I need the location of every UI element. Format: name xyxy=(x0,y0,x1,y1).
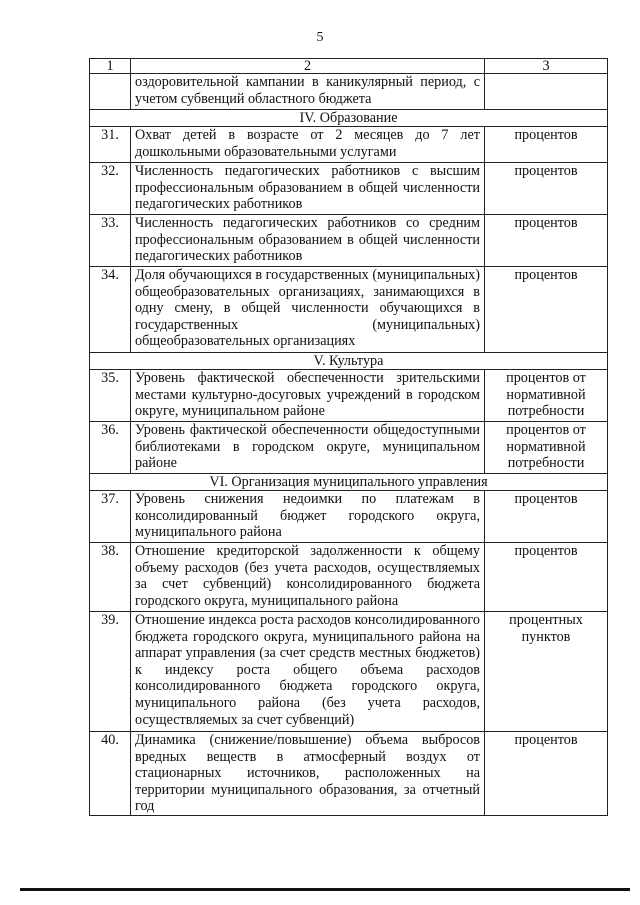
table-row xyxy=(90,543,608,612)
indicator-name: Отношение индекса роста расходов консолидированного бюджета городского округа, муниципального района на аппарат управления (за счет средств местных бюджетов) к индексу роста общего объема расходов консолидированного бюджета городского округа, муниципального района (без учета расходов, осуществляемых за счет субвенций) xyxy=(131,612,485,732)
section-title: IV. Образование xyxy=(90,110,608,127)
unit-of-measure: процентов xyxy=(485,267,608,353)
row-number: 40. xyxy=(90,732,131,816)
row-number: 32. xyxy=(90,163,131,215)
unit-of-measure xyxy=(485,74,608,110)
row-number: 37. xyxy=(90,491,131,543)
row-number: 36. xyxy=(90,422,131,474)
page-number: 5 xyxy=(316,30,324,45)
unit-of-measure: процентов xyxy=(485,543,608,612)
indicators-table xyxy=(89,58,608,816)
section-title: V. Культура xyxy=(90,353,608,370)
table-row xyxy=(90,422,608,474)
section-title: VI. Организация муниципального управления xyxy=(90,474,608,491)
table-row xyxy=(90,74,608,110)
table-row xyxy=(90,215,608,267)
indicator-name: Уровень снижения недоимки по платежам в консолидированный бюджет городского округа, муниципального района xyxy=(131,491,485,543)
row-number xyxy=(90,74,131,110)
unit-of-measure: процентов xyxy=(485,127,608,163)
row-number: 31. xyxy=(90,127,131,163)
unit-of-measure: процентов xyxy=(485,491,608,543)
indicator-name: Динамика (снижение/повышение) объема выбросов вредных веществ в атмосферный воздух от стационарных источников, расположенных на территории муниципального образования, за отчетный год xyxy=(131,732,485,816)
row-number: 35. xyxy=(90,370,131,422)
column-number-row xyxy=(90,59,608,74)
indicator-name: Охват детей в возрасте от 2 месяцев до 7 лет дошкольными образовательными услугами xyxy=(131,127,485,163)
indicator-name: Численность педагогических работников со средним профессиональным образованием в общей численности педагогических работников xyxy=(131,215,485,267)
unit-of-measure: процентов xyxy=(485,215,608,267)
column-number-3: 3 xyxy=(485,59,608,74)
table-row xyxy=(90,370,608,422)
unit-of-measure: процентов xyxy=(485,732,608,816)
table-row xyxy=(90,732,608,816)
table-row xyxy=(90,612,608,732)
indicator-name: Доля обучающихся в государственных (муниципальных) общеобразовательных организациях, занимающихся в одну смену, в общей численности обучающихся в государственных (муниципальных) общеобразовательных организациях xyxy=(131,267,485,353)
section-header-row xyxy=(90,474,608,491)
table-row xyxy=(90,127,608,163)
unit-of-measure: процентов от нормативной потребности xyxy=(485,422,608,474)
row-number: 33. xyxy=(90,215,131,267)
unit-of-measure: процентных пунктов xyxy=(485,612,608,732)
column-number-2: 2 xyxy=(131,59,485,74)
indicator-name: Численность педагогических работников с высшим профессиональным образованием в общей численности педагогических работников xyxy=(131,163,485,215)
section-header-row xyxy=(90,110,608,127)
section-header-row xyxy=(90,353,608,370)
column-number-1: 1 xyxy=(90,59,131,74)
indicator-name: оздоровительной кампании в каникулярный период, с учетом субвенций областного бюджета xyxy=(131,74,485,110)
row-number: 39. xyxy=(90,612,131,732)
indicator-name: Уровень фактической обеспеченности общедоступными библиотеками в городском округе, муниципальном районе xyxy=(131,422,485,474)
indicator-name: Уровень фактической обеспеченности зрительскими местами культурно-досуговых учреждений в городском округе, муниципальном районе xyxy=(131,370,485,422)
unit-of-measure: процентов от нормативной потребности xyxy=(485,370,608,422)
bottom-rule xyxy=(20,888,630,891)
table-row xyxy=(90,163,608,215)
table-row xyxy=(90,491,608,543)
row-number: 34. xyxy=(90,267,131,353)
unit-of-measure: процентов xyxy=(485,163,608,215)
indicator-name: Отношение кредиторской задолженности к общему объему расходов (без учета расходов, осуществляемых за счет субвенций) консолидированного бюджета городского округа, муниципального района xyxy=(131,543,485,612)
table-row xyxy=(90,267,608,353)
row-number: 38. xyxy=(90,543,131,612)
